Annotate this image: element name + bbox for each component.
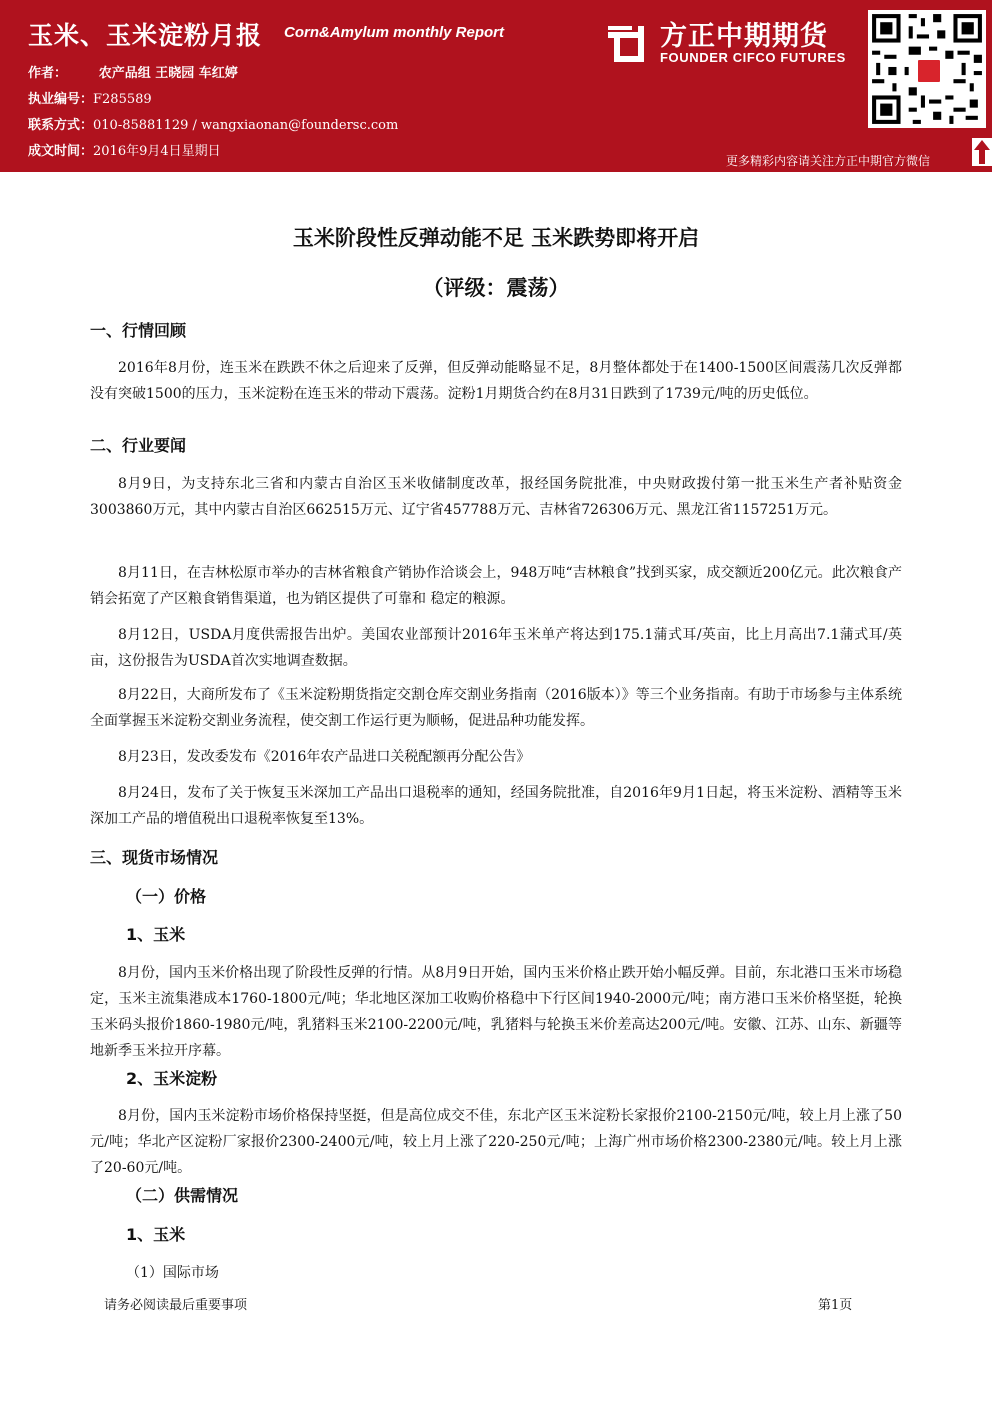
subsection-heading-price: （一）价格 [126, 887, 207, 906]
report-series-title-en: Corn&Amylum monthly Report [284, 24, 505, 41]
report-title: 玉米阶段性反弹动能不足 玉米跌势即将开启 [292, 226, 700, 250]
subsection-heading-corn: 1、玉米 [126, 925, 186, 944]
paragraph-news-4: 8月22日，大商所发布了《玉米淀粉期货指定交割仓库交割业务指南（2016版本）》等三个业务指南。有助于市场参与主体系统全面掌握玉米淀粉交割业务流程，使交割工作运行更为顺畅，促进品种功能发挥。 [90, 687, 902, 729]
subsection-heading-corn-supply: 1、玉米 [126, 1225, 186, 1244]
subsection-heading-intl: （1）国际市场 [126, 1265, 219, 1281]
section-heading-spot: 三、现货市场情况 [90, 848, 219, 867]
license-value: F285589 [93, 92, 152, 107]
paragraph-news-6: 8月24日，发布了关于恢复玉米深加工产品出口退税率的通知，经国务院批准，自2016年9月1日起，将玉米淀粉、酒精等玉米深加工产品的增值税出口退税率恢复至13%。 [90, 785, 902, 827]
subsection-heading-supply: （二）供需情况 [126, 1186, 239, 1205]
author-label: 作者： [28, 66, 68, 81]
report-rating: （评级：震荡） [422, 275, 570, 300]
contact-label: 联系方式： [28, 118, 94, 133]
qr-center-logo-icon [916, 58, 942, 84]
page-number: 第1页 [818, 1298, 853, 1313]
section-heading-review: 一、行情回顾 [90, 321, 187, 340]
paragraph-corn-price: 8月份，国内玉米价格出现了阶段性反弹的行情。从8月9日开始，国内玉米价格止跌开始小幅反弹。目前，东北港口玉米市场稳定，玉米主流集港成本1760-1800元/吨；华北地区深加工收购价格稳中下行区间1940-2000元/吨；南方港口玉米价格坚挺，轮换玉米码头报价1860-1980元/吨，乳猪料玉米2100-2200元/吨，乳猪料与轮换玉米价差高达200元/吨。安徽、江苏、山东、新疆等地新季玉米拉开序幕。 [90, 965, 902, 1059]
paragraph-review: 2016年8月份，连玉米在跌跌不休之后迎来了反弹，但反弹动能略显不足，8月整体都处于在1400-1500区间震荡几次反弹都没有突破1500的压力，玉米淀粉在连玉米的带动下震荡。淀粉1月期货合约在8月31日跌到了1739元/吨的历史低位。 [90, 360, 902, 402]
section-heading-news: 二、行业要闻 [90, 436, 187, 455]
paragraph-news-3: 8月12日，USDA月度供需报告出炉。美国农业部预计2016年玉米单产将达到175.1蒲式耳/英亩，比上月高出7.1蒲式耳/英亩，这份报告为USDA首次实地调查数据。 [90, 627, 902, 669]
author-value: 农产品组 王晓园 车红婷 [98, 66, 238, 81]
report-header [0, 0, 992, 172]
author-line [28, 62, 238, 81]
paragraph-news-1: 8月9日，为支持东北三省和内蒙古自治区玉米收储制度改革，报经国务院批准，中央财政拨付第一批玉米生产者补贴资金3003860万元，其中内蒙古自治区662515万元、辽宁省457788万元、吉林省726306万元、黑龙江省1157251万元。 [90, 476, 902, 518]
footer-notice: 请务必阅读最后重要事项 [104, 1298, 248, 1313]
paragraph-news-2: 8月11日，在吉林松原市举办的吉林省粮食产销协作洽谈会上，948万吨“吉林粮食”找到买家，成交额近200亿元。此次粮食产销会拓宽了产区粮食销售渠道，也为销区提供了可靠和 稳定的粮源。 [90, 565, 902, 607]
follow-wechat-text: 更多精彩内容请关注方正中期官方微信 [726, 154, 931, 168]
paragraph-news-5: 8月23日，发改委发布《2016年农产品进口关税配额再分配公告》 [118, 749, 531, 765]
date-value: 2016年9月4日星期日 [93, 144, 221, 159]
company-logo-en: FOUNDER CIFCO FUTURES [660, 50, 846, 65]
subsection-heading-starch: 2、玉米淀粉 [126, 1069, 218, 1088]
company-logo-cn: 方正中期期货 [660, 21, 828, 52]
contact-value: 010-85881129 / wangxiaonan@foundersc.com [93, 118, 399, 133]
license-label: 执业编号： [28, 92, 94, 107]
date-line [28, 140, 221, 159]
paragraph-starch-price: 8月份，国内玉米淀粉市场价格保持坚挺，但是高位成交不佳，东北产区玉米淀粉长家报价2100-2150元/吨，较上月上涨了50元/吨；华北产区淀粉厂家报价2300-2400元/吨，较上月上涨了220-250元/吨；上海广州市场价格2300-2380元/吨。较上月上涨了20-60元/吨。 [90, 1108, 902, 1176]
up-arrow-icon[interactable] [972, 138, 992, 166]
contact-line [28, 114, 398, 133]
license-line [28, 88, 152, 107]
date-label: 成文时间： [28, 144, 94, 159]
report-series-title: 玉米、玉米淀粉月报 [28, 21, 263, 50]
logo-mark-icon [604, 22, 648, 66]
